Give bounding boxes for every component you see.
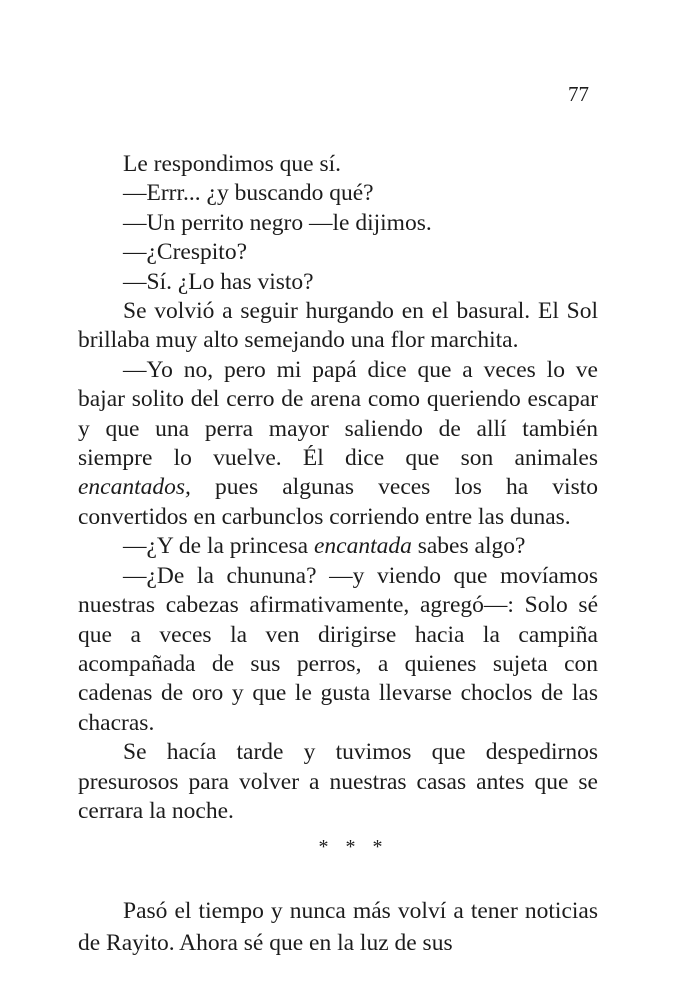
paragraph: Se hacía tarde y tuvimos que despedirnos presurosos para volver a nuestras casas antes que se cerrara la noche. xyxy=(78,739,598,824)
paragraph-text: —¿Y de la princesa xyxy=(123,533,314,560)
paragraph-text: —Yo no, pero mi papá dice que a veces lo ve bajar solito del cerro de arena como queriendo escapar y que una perra mayor saliendo de allí también siempre lo vuelve. Él dice que son animales xyxy=(78,356,598,472)
paragraph: Le respondimos que sí. xyxy=(123,151,341,177)
paragraph: Se volvió a seguir hurgando en el basural. El Sol brillaba muy alto semejando una flor marchita. xyxy=(78,298,598,354)
body-text-continued xyxy=(78,895,598,959)
paragraph: —Un perrito negro —le dijimos. xyxy=(123,209,432,236)
paragraph xyxy=(78,356,598,532)
paragraph: —¿De la chununa? —y viendo que movíamos nuestras cabezas afirmativamente, agregó—: Solo sé que a veces la ven dirigirse hacia la campiña acompañada de sus perros, a quienes sujeta con cadenas de oro y que le gusta llevarse choclos de las chacras. xyxy=(78,562,598,736)
body-text xyxy=(78,150,598,826)
italic-word: encantada xyxy=(313,533,412,560)
paragraph xyxy=(78,532,598,561)
paragraph: —Sí. ¿Lo has visto? xyxy=(123,268,314,295)
paragraph: Pasó el tiempo y nunca más volví a tener noticias de Rayito. Ahora sé que en la luz de sus xyxy=(78,898,598,956)
section-separator: * * * xyxy=(318,836,389,858)
italic-word: encantados, xyxy=(78,474,191,501)
paragraph-text: pues algunas veces los ha visto convertidos en carbunclos corriendo entre las dunas. xyxy=(78,474,598,530)
paragraph: —Errr... ¿y buscando qué? xyxy=(123,180,374,207)
paragraph-text: sabes algo? xyxy=(411,533,526,560)
paragraph: —¿Crespito? xyxy=(123,239,247,266)
page-number: 77 xyxy=(568,82,589,106)
